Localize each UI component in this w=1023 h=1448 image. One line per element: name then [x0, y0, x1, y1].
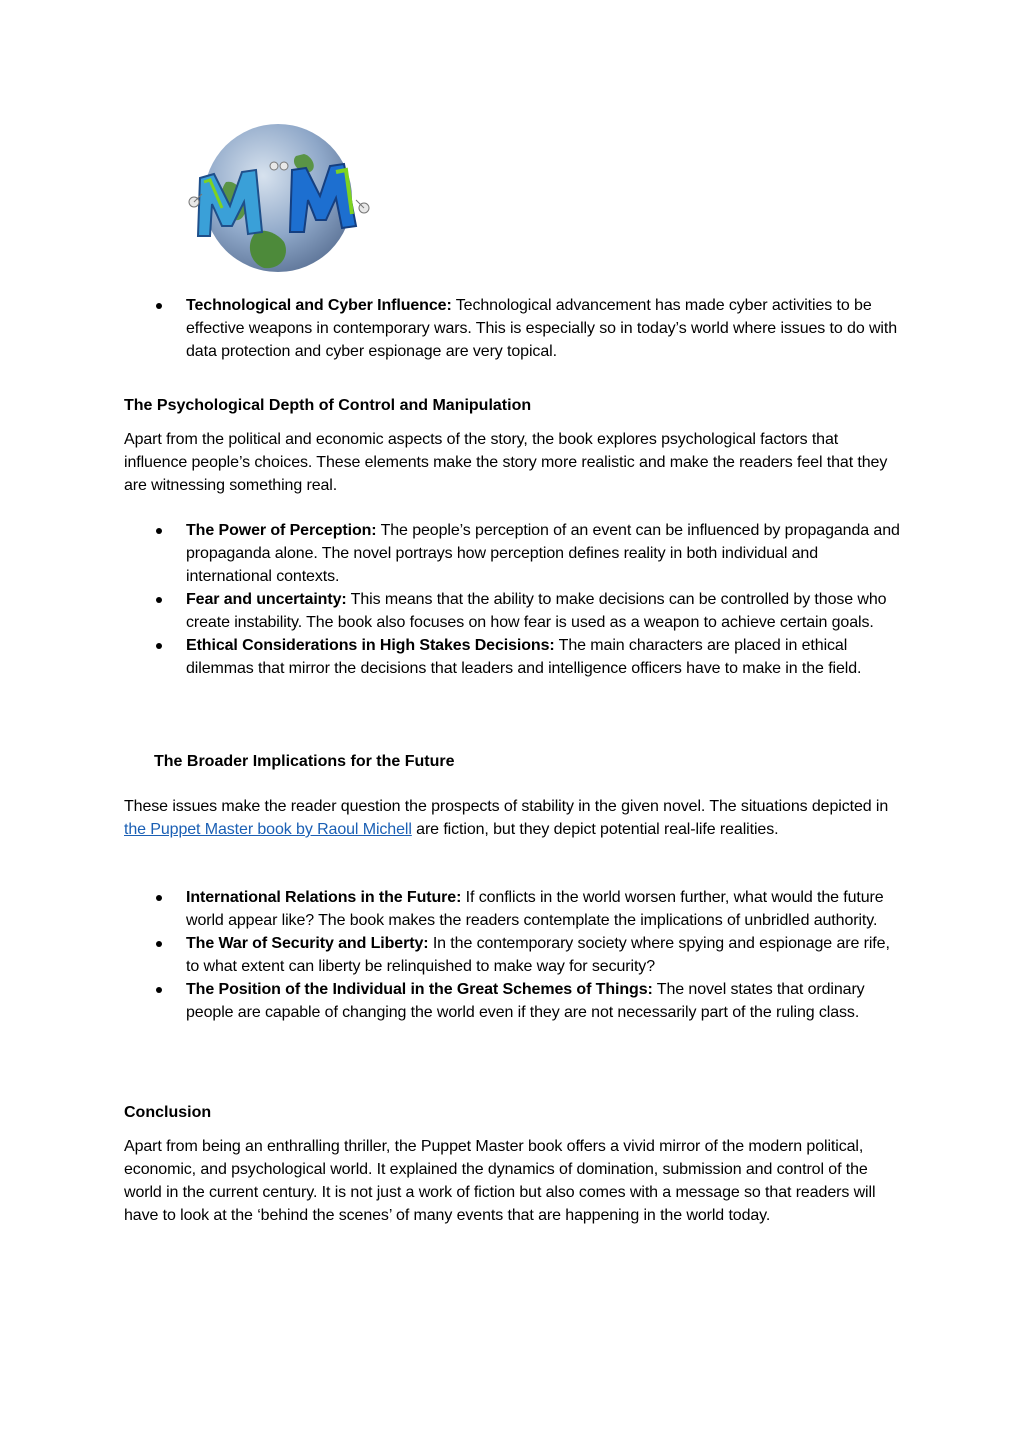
bullet-label: The War of Security and Liberty:: [186, 935, 429, 952]
bullet-text: This means that the ability to make decisions can be controlled by those who create instability. The book also focuses on how fear is used as a weapon to achieve certain goals.: [186, 591, 887, 631]
bullet-text: The people’s perception of an event can be influenced by propaganda and propaganda alone. The novel portrays how perception defines reality in both individual and international contexts.: [186, 522, 900, 585]
implications-bullet-list: [124, 886, 900, 1024]
list-item: [124, 886, 900, 932]
globe-mm-logo-icon: [186, 122, 372, 274]
paragraph-text: are fiction, but they depict potential real-life realities.: [411, 821, 779, 838]
puppet-master-book-link[interactable]: the Puppet Master book by Raoul Michell: [124, 821, 412, 838]
bullet-text: In the contemporary society where spying and espionage are rife, to what extent can liberty be relinquished to make way for security?: [186, 935, 890, 975]
bullet-text: Technological advancement has made cyber activities to be effective weapons in contemporary wars. This is especially so in today’s world where issues to do with data protection and cyber espionage are very topical.: [186, 297, 898, 360]
section-paragraph-psychological: Apart from the political and economic aspects of the story, the book explores psychological factors that influence people’s choices. These elements make the story more realistic and make the readers feel that they are witnessing something real.: [124, 431, 888, 494]
section-paragraph-implications: [124, 795, 900, 841]
list-item: [124, 932, 900, 978]
section-heading-conclusion: Conclusion: [124, 1104, 212, 1121]
psychological-bullet-list: [124, 519, 900, 680]
cyber-bullet-list: [124, 294, 900, 363]
bullet-label: Ethical Considerations in High Stakes Decisions:: [186, 637, 555, 654]
list-item: [124, 634, 900, 680]
section-heading-psychological: The Psychological Depth of Control and Manipulation: [124, 397, 532, 414]
bullet-label: International Relations in the Future:: [186, 889, 462, 906]
section-heading-implications: The Broader Implications for the Future: [154, 753, 455, 770]
bullet-label: Fear and uncertainty:: [186, 591, 347, 608]
bullet-text: The main characters are placed in ethical dilemmas that mirror the decisions that leaders and intelligence officers have to make in the field.: [186, 637, 862, 677]
paragraph-text: These issues make the reader question the prospects of stability in the given novel. The situations depicted in: [124, 798, 889, 815]
list-item: [124, 294, 900, 363]
bullet-text: The novel states that ordinary people are capable of changing the world even if they are not necessarily part of the ruling class.: [186, 981, 865, 1021]
bullet-label: Technological and Cyber Influence:: [186, 297, 452, 314]
bullet-label: The Position of the Individual in the Great Schemes of Things:: [186, 981, 653, 998]
bullet-text: If conflicts in the world worsen further, what would the future world appear like? The book makes the readers contemplate the implications of unbridled authority.: [186, 889, 884, 929]
list-item: [124, 588, 900, 634]
list-item: [124, 978, 900, 1024]
section-paragraph-conclusion: Apart from being an enthralling thriller, the Puppet Master book offers a vivid mirror of the modern political, economic, and psychological world. It explained the dynamics of domination, submission and control of the world in the current century. It is not just a work of fiction but also comes with a message so that readers will have to look at the ‘behind the scenes’ of many events that are happening in the world today.: [124, 1138, 876, 1224]
list-item: [124, 519, 900, 588]
bullet-label: The Power of Perception:: [186, 522, 377, 539]
